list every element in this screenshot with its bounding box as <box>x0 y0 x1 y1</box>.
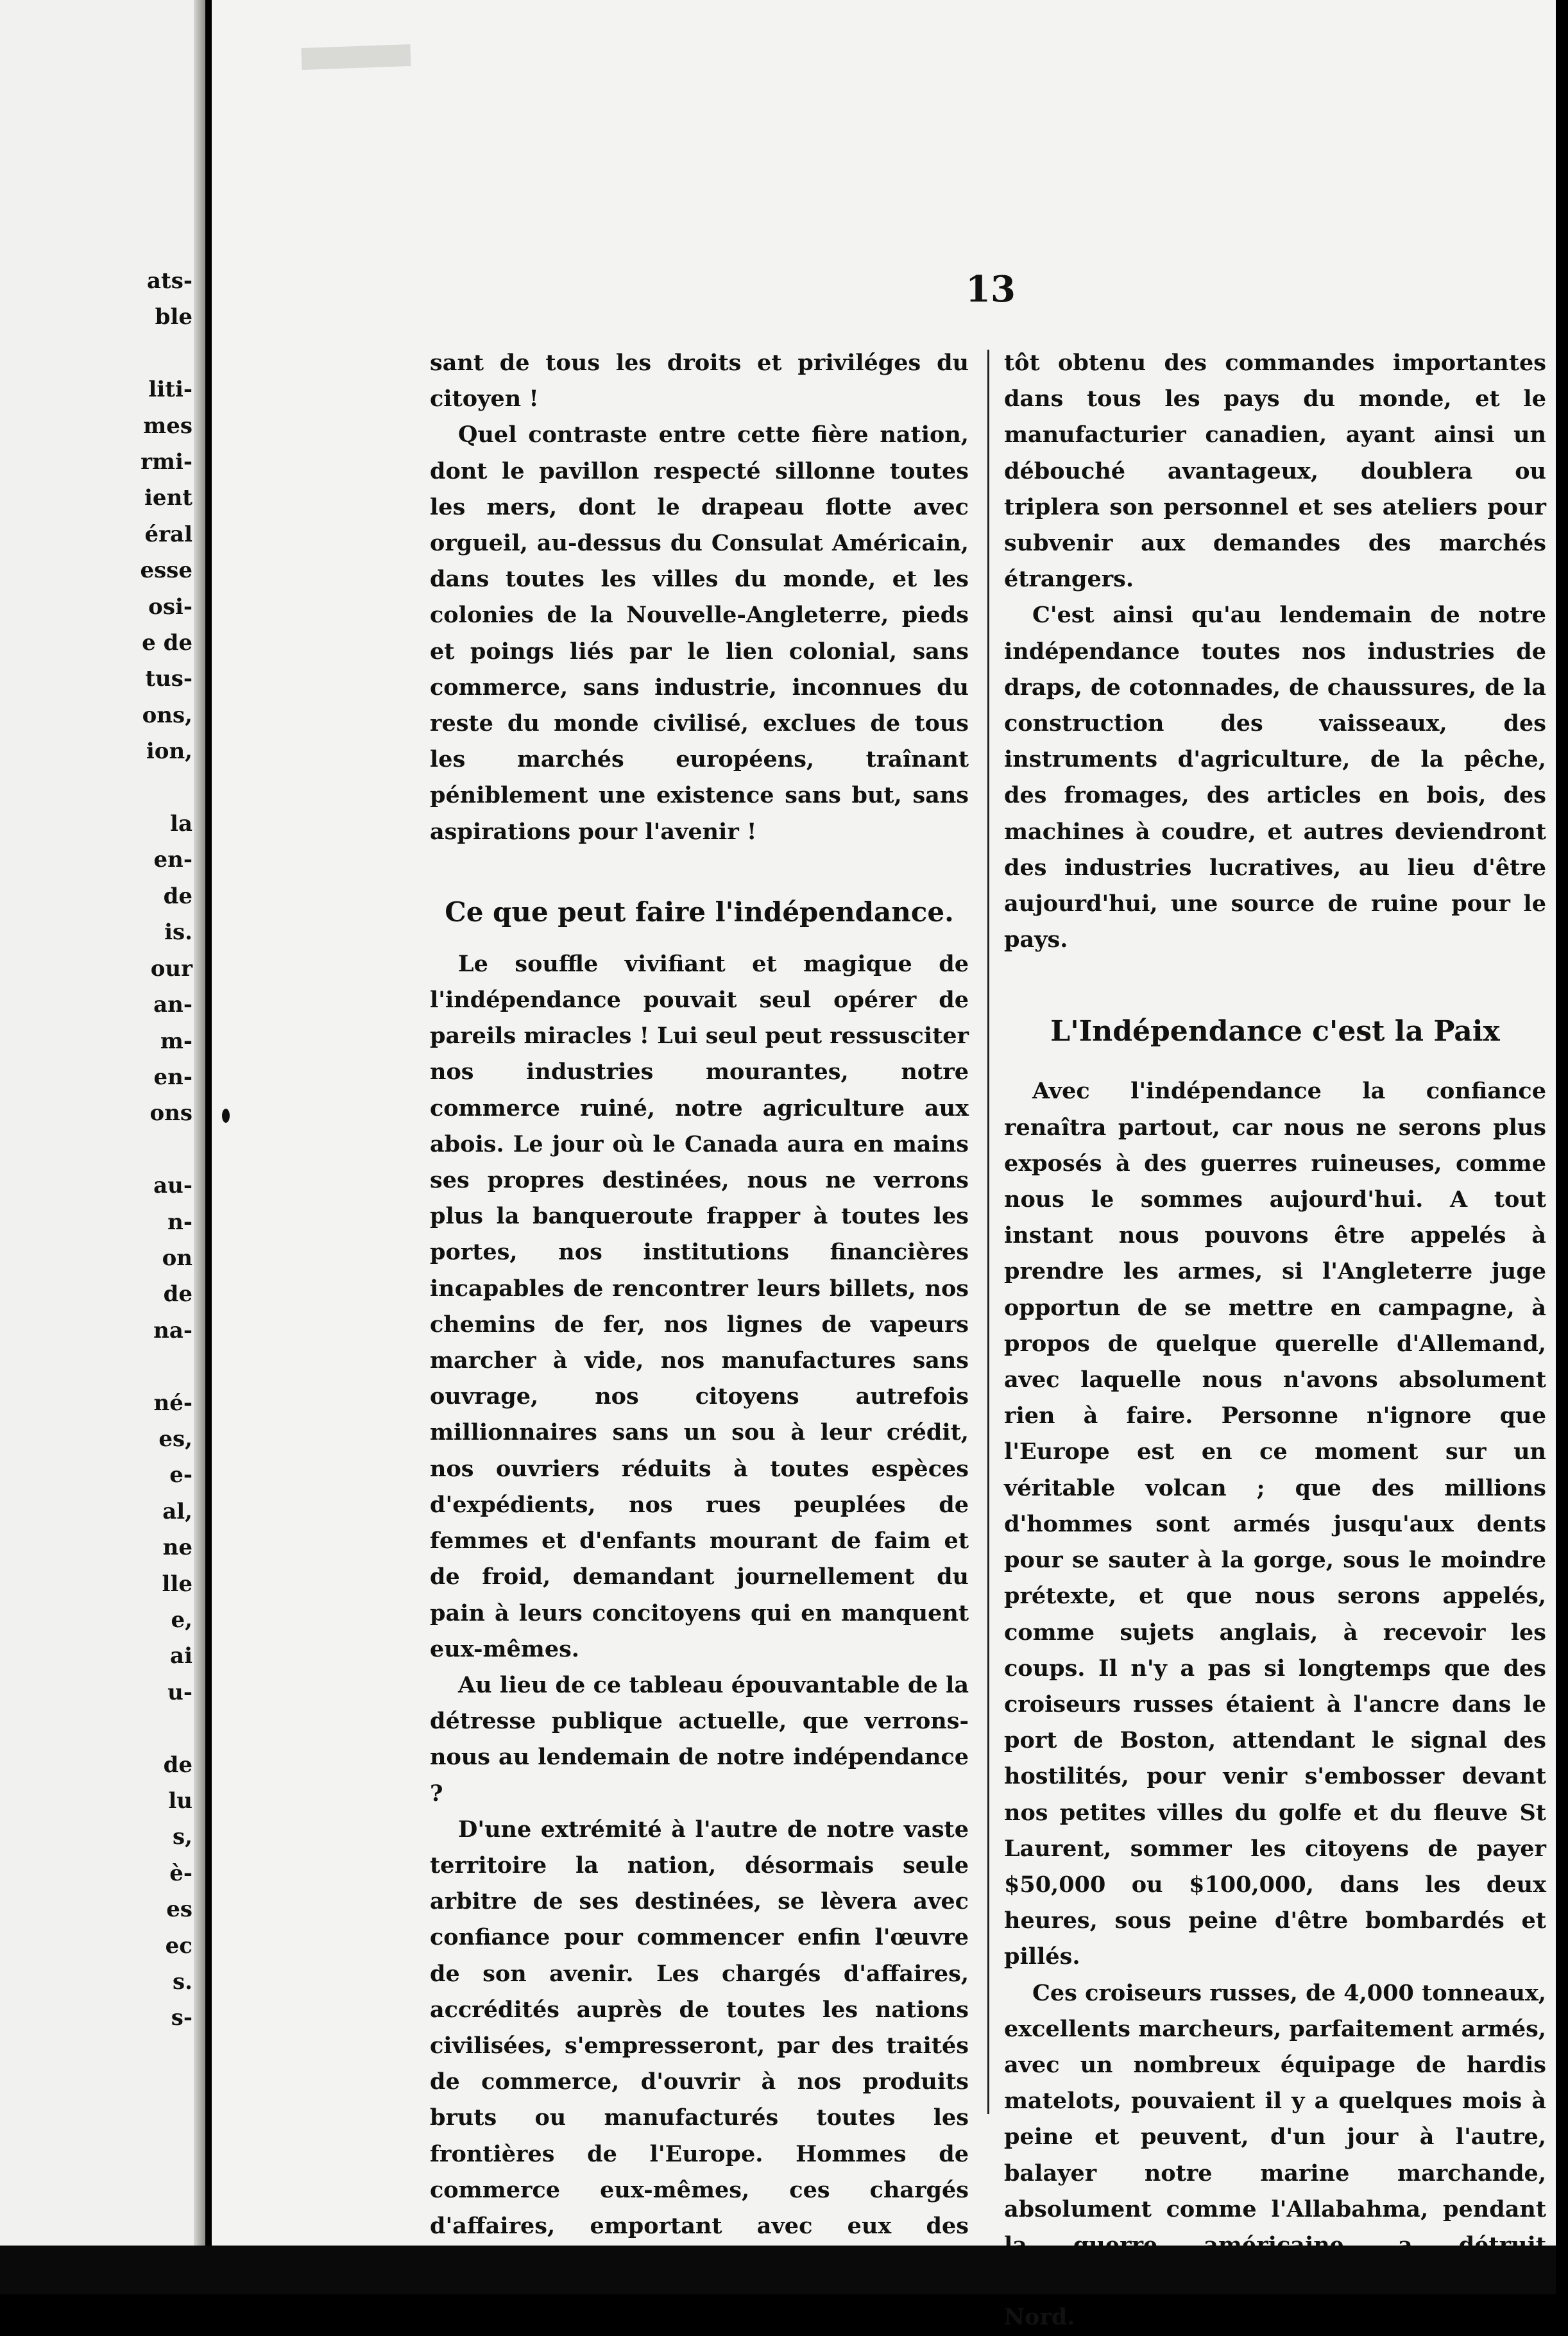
fragment-line: lle <box>162 1571 192 1597</box>
fragment-line: al, <box>162 1498 192 1524</box>
fragment-line: on <box>162 1245 192 1271</box>
right-column <box>1004 345 1546 2336</box>
paragraph: Ces croiseurs russes, de 4,000 tonneaux, excellents marcheurs, parfaitement armés, avec un nombreux équipage de hardis matelots, pouvaient il y a quelques mois à peine et peuvent, d'un jour à l'autre, balayer notre marine marchande, absolument comme l'Allabahma, pendant Nord. <box>1004 1979 1546 2331</box>
fragment-line: rmi- <box>141 449 192 475</box>
fragment-line: en- <box>153 1064 192 1090</box>
fragment-line <box>0 1132 192 1168</box>
fragment-line: de <box>163 1281 192 1308</box>
fragment-line: m- <box>160 1028 192 1054</box>
paragraph: Quel contraste entre cette fière nation, dont le pavillon respecté sillonne toutes les mers, dont le drapeau flotte avec orgueil, au-dessus du Consulat Américain, dans toutes les villes du monde, et les colonies de la Nouvelle-Angleterre, pieds et poings liés par le lien colonial, sans commerce, sans industrie, inconnues du reste du monde civilisé, exclues de tous les marchés européens, traînant péniblement une existence sans but, sans aspirations pour l'avenir ! <box>430 422 969 845</box>
fragment-line: osi- <box>148 593 192 620</box>
fragment-line: ons <box>149 1100 192 1127</box>
right-column-intro <box>1004 345 1546 958</box>
fragment-line: s, <box>173 1824 192 1850</box>
fragment-line: lu <box>168 1787 192 1814</box>
fragment-line <box>0 770 192 806</box>
fragment-line: en- <box>153 847 192 873</box>
paragraph: D'une extrémité à l'autre de notre vaste territoire la nation, désormais seule arbitre de ses destinées, se lèvera avec confiance pour commencer enfin l'œuvre de son avenir. Les chargés d'affaires, accrédités auprès de toutes les nations civilisées, s'empresseront, par des traités de commerce, d'ouvrir à nos produits bruts ou manufacturés toutes les frontières de l'Europe. Hommes de commerce eux-mêmes, ces chargés d'affaires, emportant avec eux des <box>430 1816 969 2239</box>
scan-smudge <box>301 44 411 70</box>
fragment-line: mes <box>143 413 192 439</box>
fragment-line: tus- <box>145 666 192 692</box>
paragraph: tôt obtenu des commandes importantes dans tous les pays du monde, et le manufacturier canadien, ayant ainsi un débouché avantageux, doublera ou triplera son personnel et ses ateliers pour subvenir aux demandes des marchés étrangers. <box>1004 350 1546 593</box>
page-number: 13 <box>966 268 1016 311</box>
fragment-line: éral <box>144 521 192 547</box>
left-column-intro <box>430 345 969 850</box>
fragment-line: es, <box>158 1426 192 1452</box>
scan-border-right <box>1556 0 1568 2294</box>
left-column-body <box>430 946 969 2281</box>
fragment-line: e- <box>169 1462 192 1488</box>
fragment-line: ai <box>170 1643 192 1669</box>
paragraph: Avec l'indépendance la confiance renaîtra partout, car nous ne serons plus exposés à des guerres ruineuses, comme nous le sommes aujourd'hui. A tout instant nous pouvons être appelés à prendre les armes, si l'Angleterre juge opportun de se mettre en campagne, à propos de quelque querelle d'Allemand, avec laquelle nous n'avons absolument rien à faire. Personne n'ignore que l'Europe est en ce moment sur un véritable volcan ; que des millions d'hommes sont armés jusqu'aux dents pour se sauter à la gorge, sous le moindre prétexte, et que nous serons appelés, comme sujets anglais, à recevoir les coups. Il n'y a pas si longtemps que des croiseurs russes étaient à l'ancre dans le port de Boston, attendant le signal des hostilités, pour venir s'embosser devant nos petites villes du golfe et du fleuve St Laurent, sommer les citoyens de payer $50,000 ou $100,000, dans les deux heures, sous peine d'être bombardés et pillés. <box>1004 1078 1546 1970</box>
facing-page-text <box>0 263 192 2036</box>
paragraph: sant de tous les droits et priviléges du citoyen ! <box>430 350 969 413</box>
fragment-line: e de <box>142 630 192 656</box>
fragment-line: ient <box>144 485 192 511</box>
section-heading-peace: L'Indépendance c'est la Paix <box>1050 1015 1500 1048</box>
left-column <box>430 345 969 2280</box>
fragment-line: s- <box>171 2005 192 2031</box>
fragment-line: is. <box>164 919 192 946</box>
fragment-line: na- <box>153 1317 192 1343</box>
fragment-line: ons, <box>142 702 192 728</box>
fragment-line: de <box>163 1752 192 1778</box>
fragment-line: ne <box>162 1535 192 1561</box>
fragment-line: our <box>150 955 192 982</box>
fragment-line: u- <box>167 1679 192 1705</box>
section-heading-independence: Ce que peut faire l'indépendance. <box>445 896 954 928</box>
fragment-line: es <box>166 1897 192 1923</box>
fragment-line <box>0 1349 192 1385</box>
fragment-line: ion, <box>146 738 192 765</box>
paragraph: Au lieu de ce tableau épouvantable de la détresse publique actuelle, que verrons-nous au lendemain de notre indépendance ? <box>430 1671 969 1807</box>
fragment-line: è- <box>169 1860 192 1886</box>
fragment-line: ec <box>165 1932 192 1959</box>
fragment-line: de <box>163 883 192 909</box>
fragment-line: ble <box>155 304 192 330</box>
fragment-line: s. <box>173 1969 192 1995</box>
fragment-line: an- <box>153 992 192 1018</box>
fragment-line: né- <box>153 1390 192 1416</box>
scan-border-bottom <box>0 2246 1568 2294</box>
fragment-line: la <box>170 811 192 837</box>
fragment-line: ats- <box>147 268 192 294</box>
fragment-line: esse <box>140 558 192 584</box>
paragraph: Le souffle vivifiant et magique de l'indépendance pouvait seul opérer de pareils miracles ! Lui seul peut ressusciter nos industries mourantes, notre commerce ruiné, notre agriculture aux abois. Le jour où le Canada aura en mains ses propres destinées, nous ne verrons plus la banqueroute frapper à toutes les portes, nos institutions financières incapables de rencontrer leurs billets, nos chemins de fer, nos lignes de vapeurs marcher à vide, nos manufactures sans ouvrage, nos citoyens autrefois millionnaires sans un sou à leur crédit, nos ouvriers réduits à toutes espèces d'expédients, nos rues peuplées de femmes et d'enfants mourant de faim et de froid, demandant journellement du pain à leurs concitoyens qui en manquent eux-mêmes. <box>430 950 969 1662</box>
ink-mark <box>222 1109 230 1123</box>
fragment-line: e, <box>171 1607 192 1633</box>
right-column-body <box>1004 1073 1546 2335</box>
paragraph: C'est ainsi qu'au lendemain de notre indépendance toutes nos industries de draps, de cotonnades, de chaussures, de la construction des vaisseaux, des instruments d'agriculture, de la pêche, des fromages, des articles en bois, des machines à coudre, et autres deviendront des industries lucratives, au lieu d'être aujourd'hui, une source de ruine pour le pays. <box>1004 602 1546 953</box>
fragment-line: liti- <box>148 377 192 403</box>
page-gutter <box>194 0 205 2258</box>
column-divider <box>987 350 989 2114</box>
fragment-line <box>0 336 192 371</box>
fragment-line: n- <box>167 1209 192 1235</box>
facing-page-fragment <box>0 0 205 2258</box>
fragment-line <box>0 1710 192 1746</box>
fragment-line: au- <box>153 1173 192 1199</box>
